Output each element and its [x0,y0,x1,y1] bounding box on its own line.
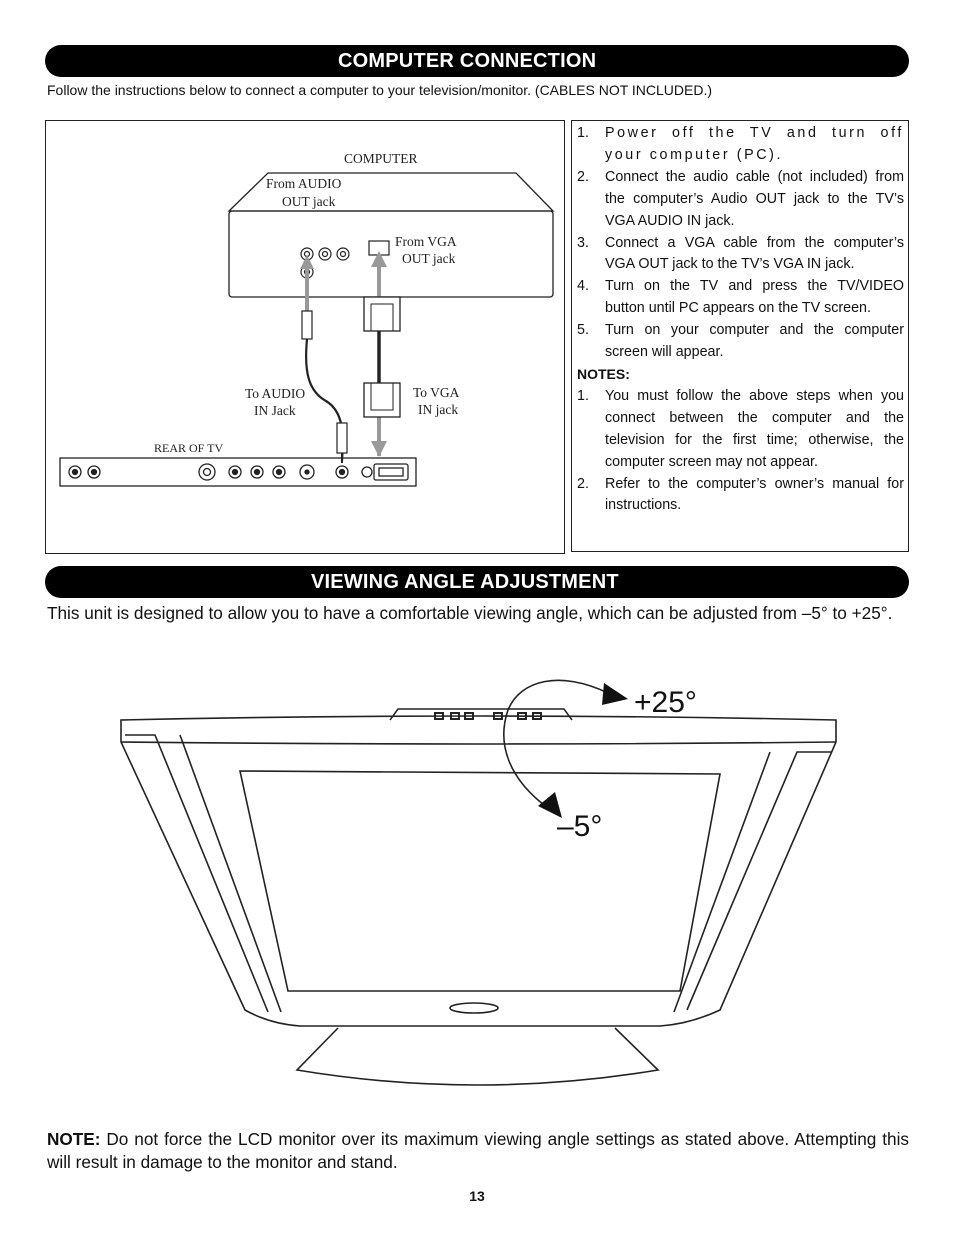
connection-diagram-svg [46,121,566,555]
vga-out-label-1: From VGA [395,234,457,249]
computer-label: COMPUTER [344,151,418,166]
tv-top-controls [390,709,572,720]
vga-out-label-2: OUT jack [402,251,456,266]
list-item: 3. Connect a VGA cable from the computer’s VGA OUT jack to the TV’s VGA IN jack. [577,234,904,273]
angle-arc [504,680,628,818]
list-item: 5. Turn on your computer and the computer screen will appear. [577,322,904,361]
tv-frame [121,716,836,1026]
viewing-angle-intro: This unit is designed to allow you to have a comfortable viewing angle, which can be adjusted from –5° to +25°. [47,603,893,623]
tv-angle-illustration [0,660,954,1110]
computer-illustration [229,173,553,297]
notes-list [576,386,904,517]
audio-out-label-1: From AUDIO [266,176,342,191]
section-heading-computer-connection: COMPUTER CONNECTION [45,45,909,77]
angle-minus-label: –5° [557,810,603,843]
connection-diagram [45,120,565,554]
notes-heading: NOTES: [577,365,630,382]
list-item: 1. You must follow the above steps when you connect between the computer and the television for the first time; otherwise, the computer screen may not appear. [577,387,904,470]
note-label: NOTE: [47,1129,101,1149]
list-item: 2. Refer to the computer’s owner’s manual for instructions. [577,475,904,514]
list-item: 1. Power off the TV and turn off your computer (PC). [577,125,904,163]
rear-of-tv-label: REAR OF TV [154,441,224,455]
angle-plus-label: +25° [634,686,697,719]
connection-steps-list [576,123,904,364]
audio-out-label-2: OUT jack [282,194,336,209]
viewing-angle-note [47,1128,909,1173]
tv-stand [297,1028,658,1085]
audio-cable [300,255,347,463]
vga-in-label-1: To VGA [413,385,460,400]
list-item: 2. Connect the audio cable (not included) from the computer’s Audio OUT jack to the TV’s VGA AUDIO IN jack. [577,168,904,229]
tv-rear-panel [60,458,416,486]
connection-steps-panel [571,120,909,552]
audio-in-label-2: IN Jack [254,403,296,418]
list-item: 4. Turn on the TV and press the TV/VIDEO button until PC appears on the TV screen. [577,278,904,317]
vga-in-label-2: IN jack [418,402,459,417]
note-text: Do not force the LCD monitor over its maximum viewing angle settings as stated above. Attempting this will result in damage to the monitor and stand. [47,1129,909,1172]
vga-cable [364,251,400,457]
audio-in-label-1: To AUDIO [245,386,306,401]
section-heading-viewing-angle: VIEWING ANGLE ADJUSTMENT [45,566,909,598]
computer-connection-intro: Follow the instructions below to connect a computer to your television/monitor. (CABLES NOT INCLUDED.) [47,82,713,98]
page-number: 13 [469,1188,485,1204]
